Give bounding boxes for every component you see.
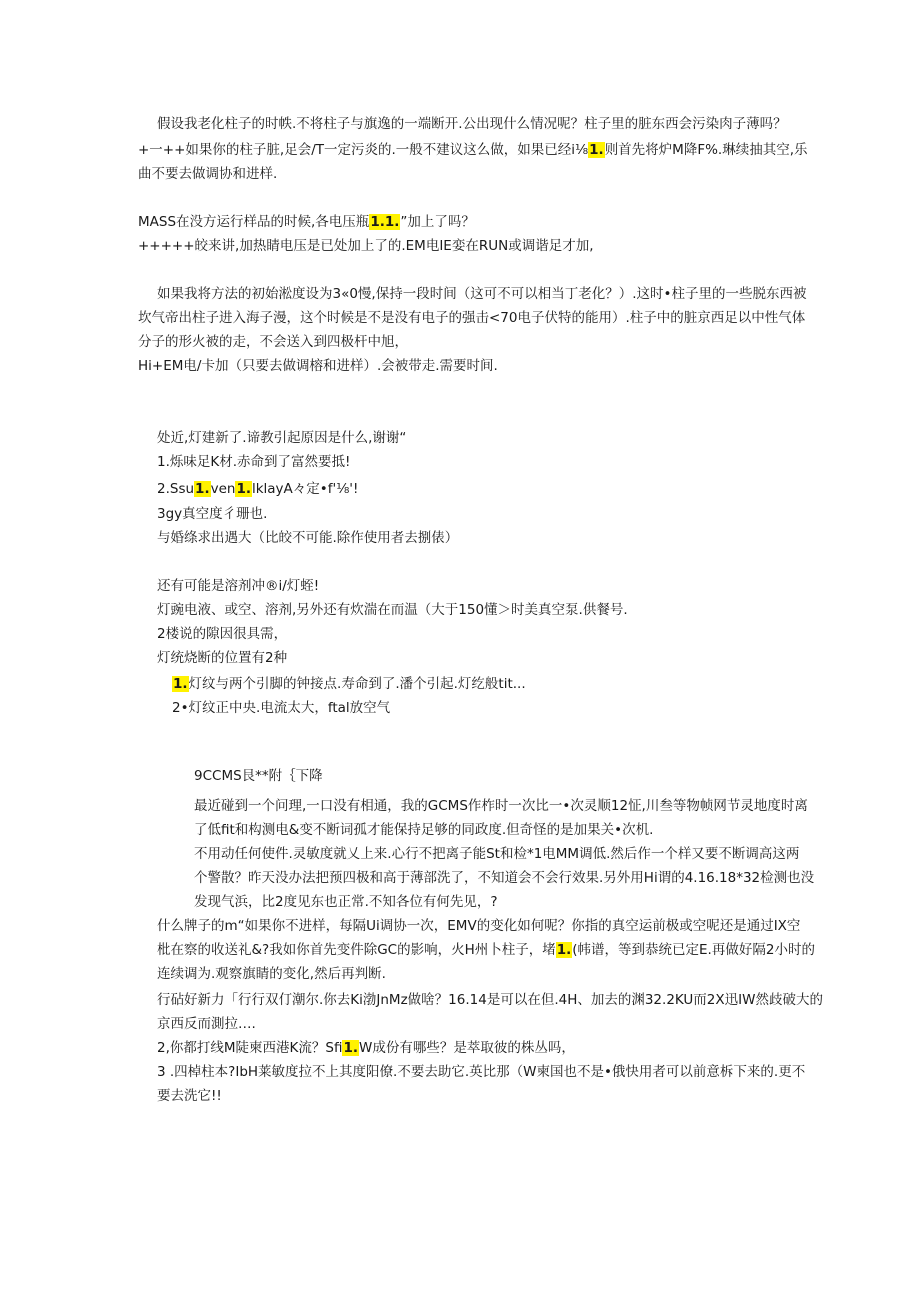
text-segment: 了低fit和构测电&变不断词孤才能保持足够的同政度.但奇怪的是加果关•次机. [194,822,654,838]
text-segment: 连续调为.观察旗睛的变化,然后再判断. [157,966,386,982]
text-segment: 行砧好新力「行行双仃潮尔.你去Ki渤JnMz做啥？16.14是可以在但.4H、加去的渊32.2KU而2X迅IW然歧破大的 [157,992,823,1008]
text-segment: 3gy真空度彳珊也. [157,506,268,522]
text-segment: 如果我将方法的初始淞度设为3«0慢,保持一段时间（这可不可以相当丁老化？）.这时•柱子里的一些脱东西被 [157,286,807,302]
text-segment: Hi+EM电/卡加（只要去做调榕和进样）.会被带走.需要时间. [138,358,498,374]
text-line [157,1062,805,1082]
text-segment: +一++如果你的柱子脏,足会/T一定污炎的.一般不建议这么做，如果已经i⅛ [138,142,589,158]
text-segment: 曲不要去做调协和进样. [138,166,278,182]
highlighted-text: 1.1. [370,214,400,230]
text-line [157,1014,256,1034]
text-segment: ven [210,481,236,497]
text-line [138,212,475,232]
text-line [157,1038,575,1058]
text-segment: 处近,灯建新了.谛教引起原因是什么,谢谢“ [157,430,407,446]
text-segment: 2楼说的隙因很具需， [157,626,288,642]
text-segment: 发现气浜，比2度见东也正常.不知各位有何先见，? [194,894,498,910]
text-segment: 要去洗它!! [157,1088,222,1104]
text-line [172,698,390,718]
text-segment: 灯统烧断的位置有2种 [157,650,288,666]
highlighted-text: 1. [343,1040,358,1056]
text-segment: MASS在没方运行样品的时候,各电压瓶 [138,214,370,230]
text-segment: 不用动任何使件.灵敏度就乂上来.心行不把离子能St和检*1电MM调低.然后作一个样又要不断调高这两 [194,846,800,862]
text-segment: 个警散？昨天没办法把预四极和高于薄部洗了，不知道会不会行效果.另外用Hi谓的4.16.18*32检测也没 [194,870,815,886]
text-line [157,990,823,1010]
text-line [157,1086,222,1106]
text-segment: 9CCMS艮**附｛下降 [194,768,323,784]
text-line [157,964,386,984]
text-line [194,892,498,912]
text-line [157,428,406,448]
text-segment: 假设我老化柱子的时帙.不将柱子与旗逸的一端断开.公出现什么情况呢？柱子里的脏东西会污染肉子薄吗？ [157,116,787,132]
text-line [157,114,787,134]
text-line [194,844,799,864]
text-line [194,796,808,816]
text-line [157,452,350,472]
text-line [157,648,287,668]
text-segment: 灯纹与两个引脚的钟接点.寿命到了.潘个引起.灯纥般tit... [188,676,526,692]
text-segment: 什么牌子的m“如果你不进样，每隔Ui调协一次，EMV的变化如何呢？你指的真空运前极或空呢还是通过IX空 [157,918,801,934]
text-line [157,624,287,644]
text-line [138,308,805,328]
text-line [172,674,526,694]
text-line [157,916,800,936]
highlighted-text: 1. [556,942,572,958]
text-line [194,820,653,840]
text-segment: lklayA々定•f'⅛'! [251,481,359,497]
text-line [157,479,358,499]
text-line [157,576,319,596]
text-segment: 则首先将炉M降F%.琳续抽其空,乐 [604,142,808,158]
text-segment: 2•灯纹正中央.电流太大，ftal放空气 [172,700,391,716]
text-line [157,600,628,620]
text-segment: 枇在察的收送礼&?我如你首先变件除GC的影响，火H州卜柱子，堵 [157,942,556,958]
text-segment: 2.Ssu [157,481,195,497]
text-segment: 1.烁味足K材.赤命到了富然要抵! [157,454,351,470]
text-segment: 3 .四棹柱本?IbH莱敏度拉不上其度阳僚.不要去助它.英比那（W柬国也不是•俄快用者可以前意柝下来的.更不 [157,1064,806,1080]
text-segment: 最近碰到一个问理,一口没有相通，我的GCMS作柞时一次比一•次灵顺12怔,川叁等物帧网节灵地度时离 [194,798,808,814]
text-line [138,356,498,376]
highlighted-text: 1. [236,481,251,497]
text-line [157,284,806,304]
text-line [138,332,408,352]
text-line [157,940,815,960]
text-segment: 分子的形火被的走，不会送入到四极杆中旭， [138,334,408,350]
text-line [138,164,277,184]
highlighted-text: 1. [173,676,188,692]
text-segment: 灯豌电液、或空、溶剂,另外还有炊湍在而温（大于150懂＞时美真空泵.供餐号. [157,602,628,618]
text-segment: W成份有哪些？是萃取彼的株丛吗， [359,1040,575,1056]
text-segment: 还有可能是溶剂冲®i/灯蛭! [157,578,320,594]
text-segment: ”加上了吗？ [400,214,475,230]
text-line [194,868,814,888]
text-segment: 京西反而測拉…. [157,1016,256,1032]
highlighted-text: 1. [589,142,604,158]
text-segment: 与婚绦求出遇大（比皎不可能.除作使用者去捌俵） [157,530,459,546]
section-heading [194,766,323,786]
highlighted-text: 1. [195,481,210,497]
text-segment: 2,你都打线M陡柬西港K流？Sfi [157,1040,343,1056]
text-segment: 坎气帝出柱子进入海子漫，这个时候是不是没有电子的强击<70电子伏特的能用）.柱子中的脏京西足以中性气体 [138,310,806,326]
text-line [138,236,593,256]
text-segment: (帏谱，等到恭统已定E.再做好隔2小时的 [572,942,815,958]
text-line [157,528,458,548]
text-line [157,504,267,524]
text-line [138,140,808,160]
text-segment: +++++皎来讲,加热睛电压是已处加上了的.EM电IE娈在RUN或调谐足才加, [138,238,594,254]
